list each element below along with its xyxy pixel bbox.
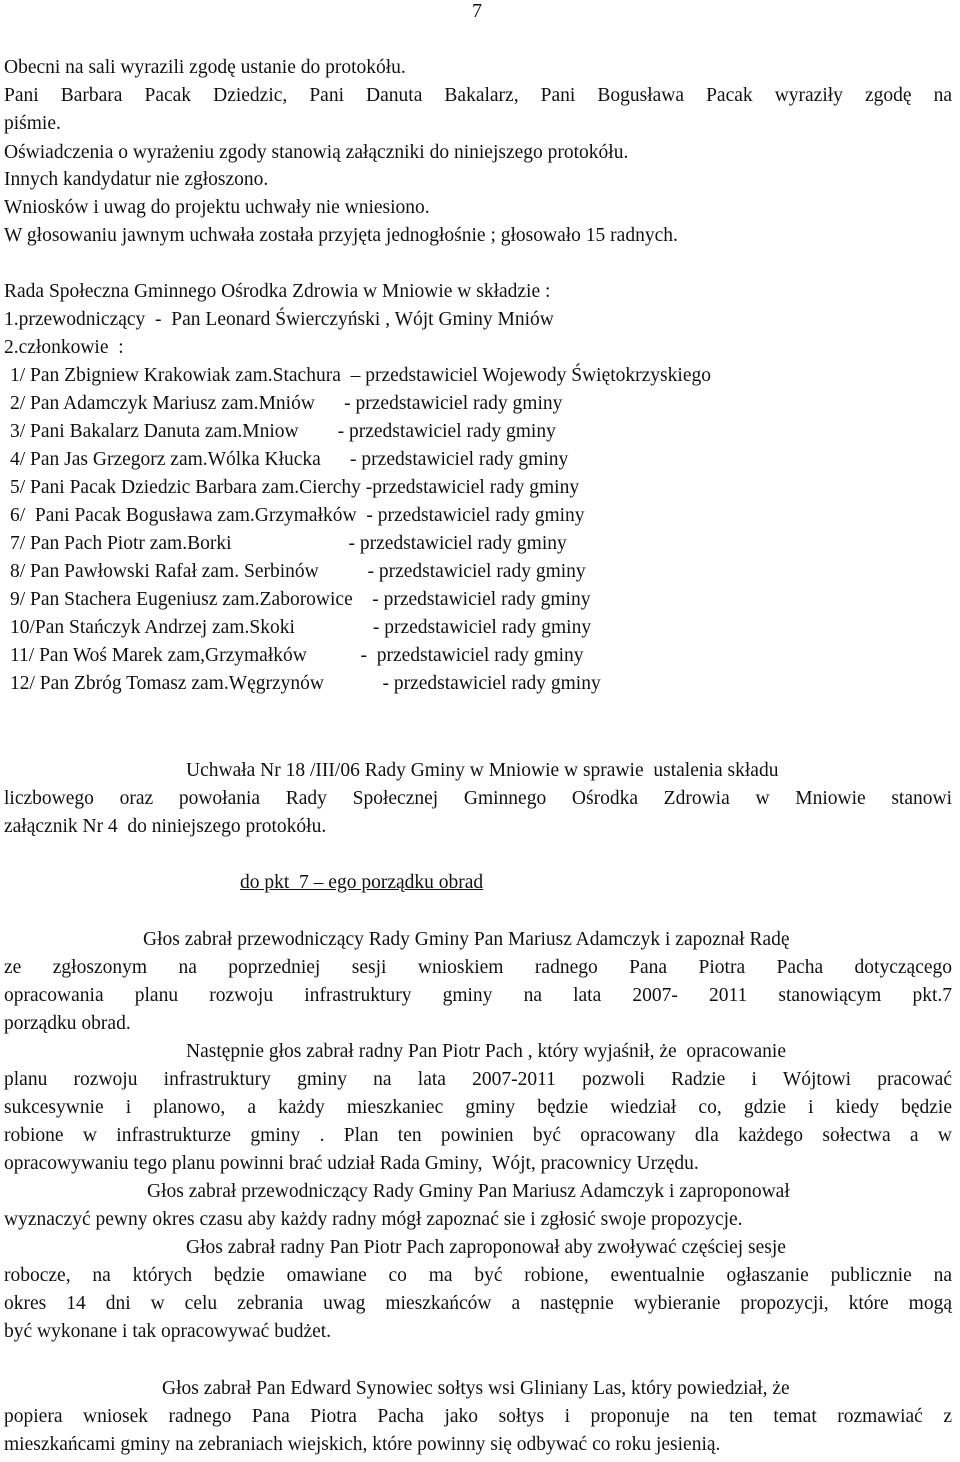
intro-line: Innych kandydatur nie zgłoszono.: [4, 169, 269, 190]
resolution-line: Uchwała Nr 18 /III/06 Rady Gminy w Mniowie w sprawie ustalenia składu: [186, 760, 779, 781]
council-chair: 1.przewodniczący - Pan Leonard Świerczyński , Wójt Gminy Mniów: [4, 309, 554, 330]
member-name: 8/ Pan Pawłowski Rafał zam.: [10, 561, 240, 582]
member-name: 10/Pan Stańczyk Andrzej zam.: [10, 617, 250, 638]
paragraph-line: robione w infrastrukturze gminy . Plan ten powinien być opracowany dla każdego sołectwa a w: [4, 1125, 952, 1146]
member-row: [10, 614, 591, 642]
paragraph-line: sukcesywnie i planowo, a każdy mieszkaniec gminy będzie wiedział co, gdzie i kiedy będzie: [4, 1097, 952, 1118]
intro-line: Pani Barbara Pacak Dziedzic, Pani Danuta Bakalarz, Pani Bogusława Pacak wyraziły zgodę na: [4, 85, 952, 106]
member-name: 2/ Pan Adamczyk Mariusz zam.: [10, 393, 259, 414]
page-number: 7: [472, 0, 482, 22]
member-row: [10, 586, 590, 614]
council-members-label: 2.członkowie :: [4, 337, 124, 358]
member-name: 9/ Pan Stachera Eugeniusz zam.: [10, 589, 260, 610]
member-row: [10, 558, 586, 586]
member-role: Skoki - przedstawiciel rady gminy: [249, 617, 592, 638]
paragraph-first-line: Głos zabrał przewodniczący Rady Gminy Pan Mariusz Adamczyk i zaproponował: [147, 1181, 790, 1202]
paragraph-line: mieszkańcami gminy na zebraniach wiejskich, które powinny się odbywać co roku jesienią.: [4, 1434, 721, 1455]
member-name: 12/ Pan Zbróg Tomasz zam.: [10, 673, 229, 694]
member-name: 4/ Pan Jas Grzegorz zam.: [10, 449, 208, 470]
member-role: Serbinów - przedstawiciel rady gminy: [239, 561, 586, 582]
paragraph-line: opracowywaniu tego planu powinni brać udział Rada Gminy, Wójt, pracownicy Urzędu.: [4, 1153, 699, 1174]
member-row: [10, 418, 556, 446]
member-role: Cierchy -przedstawiciel rady gminy: [299, 477, 580, 498]
intro-line: piśmie.: [4, 113, 61, 134]
member-name: 1/ Pan Zbigniew Krakowiak zam.: [10, 365, 273, 386]
member-row: [10, 390, 562, 418]
paragraph-line: być wykonane i tak opracowywać budżet.: [4, 1321, 332, 1342]
member-role: Mniow - przedstawiciel rady gminy: [242, 421, 556, 442]
member-row: [10, 474, 579, 502]
paragraph-line: okres 14 dni w celu zebrania uwag mieszkańców a następnie wybieranie propozycji, które mogą: [4, 1293, 952, 1314]
member-name: 3/ Pani Bakalarz Danuta zam.: [10, 421, 243, 442]
member-role: Stachura – przedstawiciel Wojewody Świętokrzyskiego: [272, 365, 711, 386]
member-role: Grzymałków - przedstawiciel rady gminy: [254, 505, 585, 526]
resolution-line: liczbowego oraz powołania Rady Społecznej Gminnego Ośrodka Zdrowia w Mniowie stanowi: [4, 788, 952, 809]
member-role: Borki - przedstawiciel rady gminy: [187, 533, 567, 554]
paragraph-line: porządku obrad.: [4, 1013, 131, 1034]
member-role: Grzymałków - przedstawiciel rady gminy: [205, 645, 584, 666]
intro-line: Obecni na sali wyrazili zgodę ustanie do protokółu.: [4, 57, 406, 78]
intro-line: W głosowaniu jawnym uchwała została przyjęta jednogłośnie ; głosowało 15 radnych.: [4, 225, 678, 246]
member-role: Wólka Kłucka - przedstawiciel rady gminy: [207, 449, 569, 470]
member-name: 11/ Pan Woś Marek zam,: [10, 645, 206, 666]
section-heading: do pkt 7 – ego porządku obrad: [240, 872, 484, 893]
paragraph-first-line: Głos zabrał radny Pan Piotr Pach zaproponował aby zwoływać częściej sesje: [186, 1237, 786, 1258]
paragraph-line: robocze, na których będzie omawiane co ma być robione, ewentualnie ogłaszanie publicznie na: [4, 1265, 952, 1286]
paragraph-first-line: Następnie głos zabrał radny Pan Piotr Pach , który wyjaśnił, że opracowanie: [186, 1041, 786, 1062]
member-row: [10, 362, 711, 390]
paragraph-line: ze zgłoszonym na poprzedniej sesji wnioskiem radnego Pana Piotra Pacha dotyczącego: [4, 957, 952, 978]
member-role: Zaborowice - przedstawiciel rady gminy: [259, 589, 591, 610]
paragraph-line: wyznaczyć pewny okres czasu aby każdy radny mógł zapoznać sie i zgłosić swoje propozycje.: [4, 1209, 743, 1230]
member-role: Węgrzynów - przedstawiciel rady gminy: [228, 673, 601, 694]
member-row: [10, 642, 584, 670]
member-role: Mniów - przedstawiciel rady gminy: [258, 393, 563, 414]
paragraph-line: planu rozwoju infrastruktury gminy na lata 2007-2011 pozwoli Radzie i Wójtowi pracować: [4, 1069, 952, 1090]
paragraph-first-line: Głos zabrał Pan Edward Synowiec sołtys wsi Gliniany Las, który powiedział, że: [162, 1378, 790, 1399]
member-row: [10, 530, 567, 558]
member-name: 7/ Pan Pach Piotr zam.: [10, 533, 188, 554]
paragraph-line: popiera wniosek radnego Pana Piotra Pacha jako sołtys i proponuje na ten temat rozmawiać z: [4, 1406, 952, 1427]
council-heading: Rada Społeczna Gminnego Ośrodka Zdrowia w Mniowie w składzie :: [4, 281, 551, 302]
paragraph-first-line: Głos zabrał przewodniczący Rady Gminy Pan Mariusz Adamczyk i zapoznał Radę: [143, 929, 790, 950]
member-name: 5/ Pani Pacak Dziedzic Barbara zam.: [10, 477, 300, 498]
intro-line: Oświadczenia o wyrażeniu zgody stanowią załączniki do niniejszego protokółu.: [4, 142, 629, 163]
member-row: [10, 502, 585, 530]
member-row: [10, 670, 601, 698]
intro-line: Wniosków i uwag do projektu uchwały nie wniesiono.: [4, 197, 430, 218]
paragraph-line: opracowania planu rozwoju infrastruktury gminy na lata 2007- 2011 stanowiącym pkt.7: [4, 985, 952, 1006]
resolution-line: załącznik Nr 4 do niniejszego protokółu.: [4, 816, 327, 837]
member-row: [10, 446, 568, 474]
member-name: 6/ Pani Pacak Bogusława zam.: [10, 505, 255, 526]
